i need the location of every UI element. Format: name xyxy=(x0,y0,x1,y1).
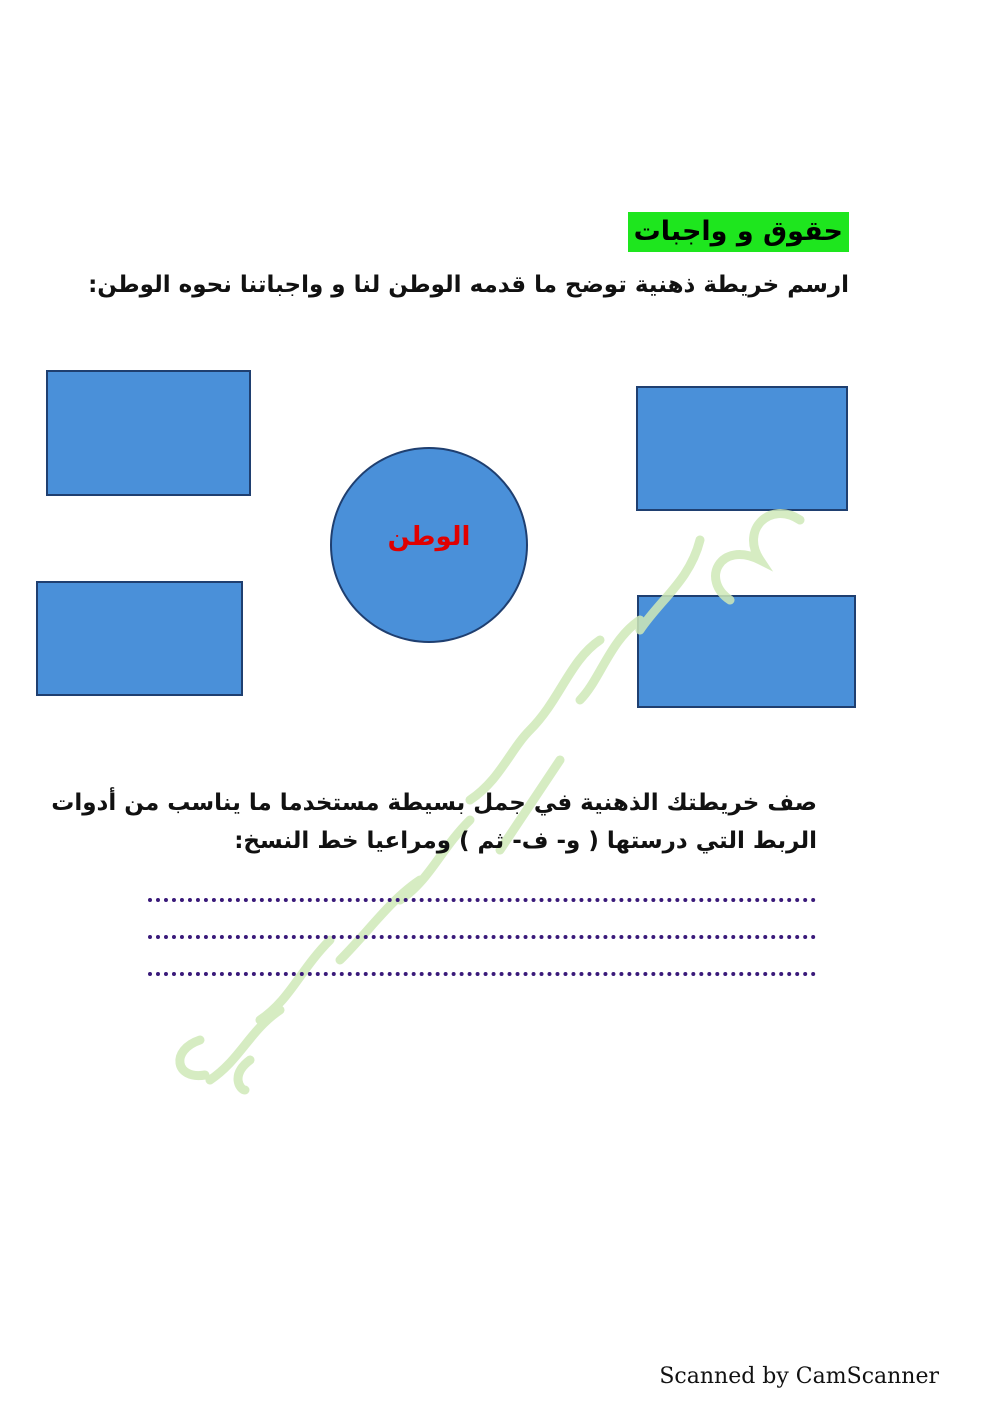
answer-line-2[interactable] xyxy=(148,935,816,939)
describe-line-1: صف خريطتك الذهنية في جمل بسيطة مستخدما ما يناسب من أدوات xyxy=(51,790,817,816)
describe-instruction xyxy=(51,784,817,860)
mind-map-box-top-left xyxy=(46,370,251,496)
mind-map-instruction: ارسم خريطة ذهنية توضح ما قدمه الوطن لنا و واجباتنا نحوه الوطن: xyxy=(88,272,849,298)
mind-map-center-circle xyxy=(330,447,528,643)
answer-line-1[interactable] xyxy=(148,898,816,902)
worksheet-title: حقوق و واجبات xyxy=(628,212,849,252)
describe-line-2: الربط التي درستها ( و- ف- ثم ) ومراعيا خط النسخ: xyxy=(234,828,817,854)
mind-map-box-top-right xyxy=(636,386,848,511)
mind-map-box-bottom-right xyxy=(637,595,856,708)
mind-map-box-bottom-left xyxy=(36,581,243,696)
scanner-footer: Scanned by CamScanner xyxy=(659,1364,939,1389)
mind-map-center-label: الوطن xyxy=(387,522,471,552)
answer-line-3[interactable] xyxy=(148,972,816,976)
